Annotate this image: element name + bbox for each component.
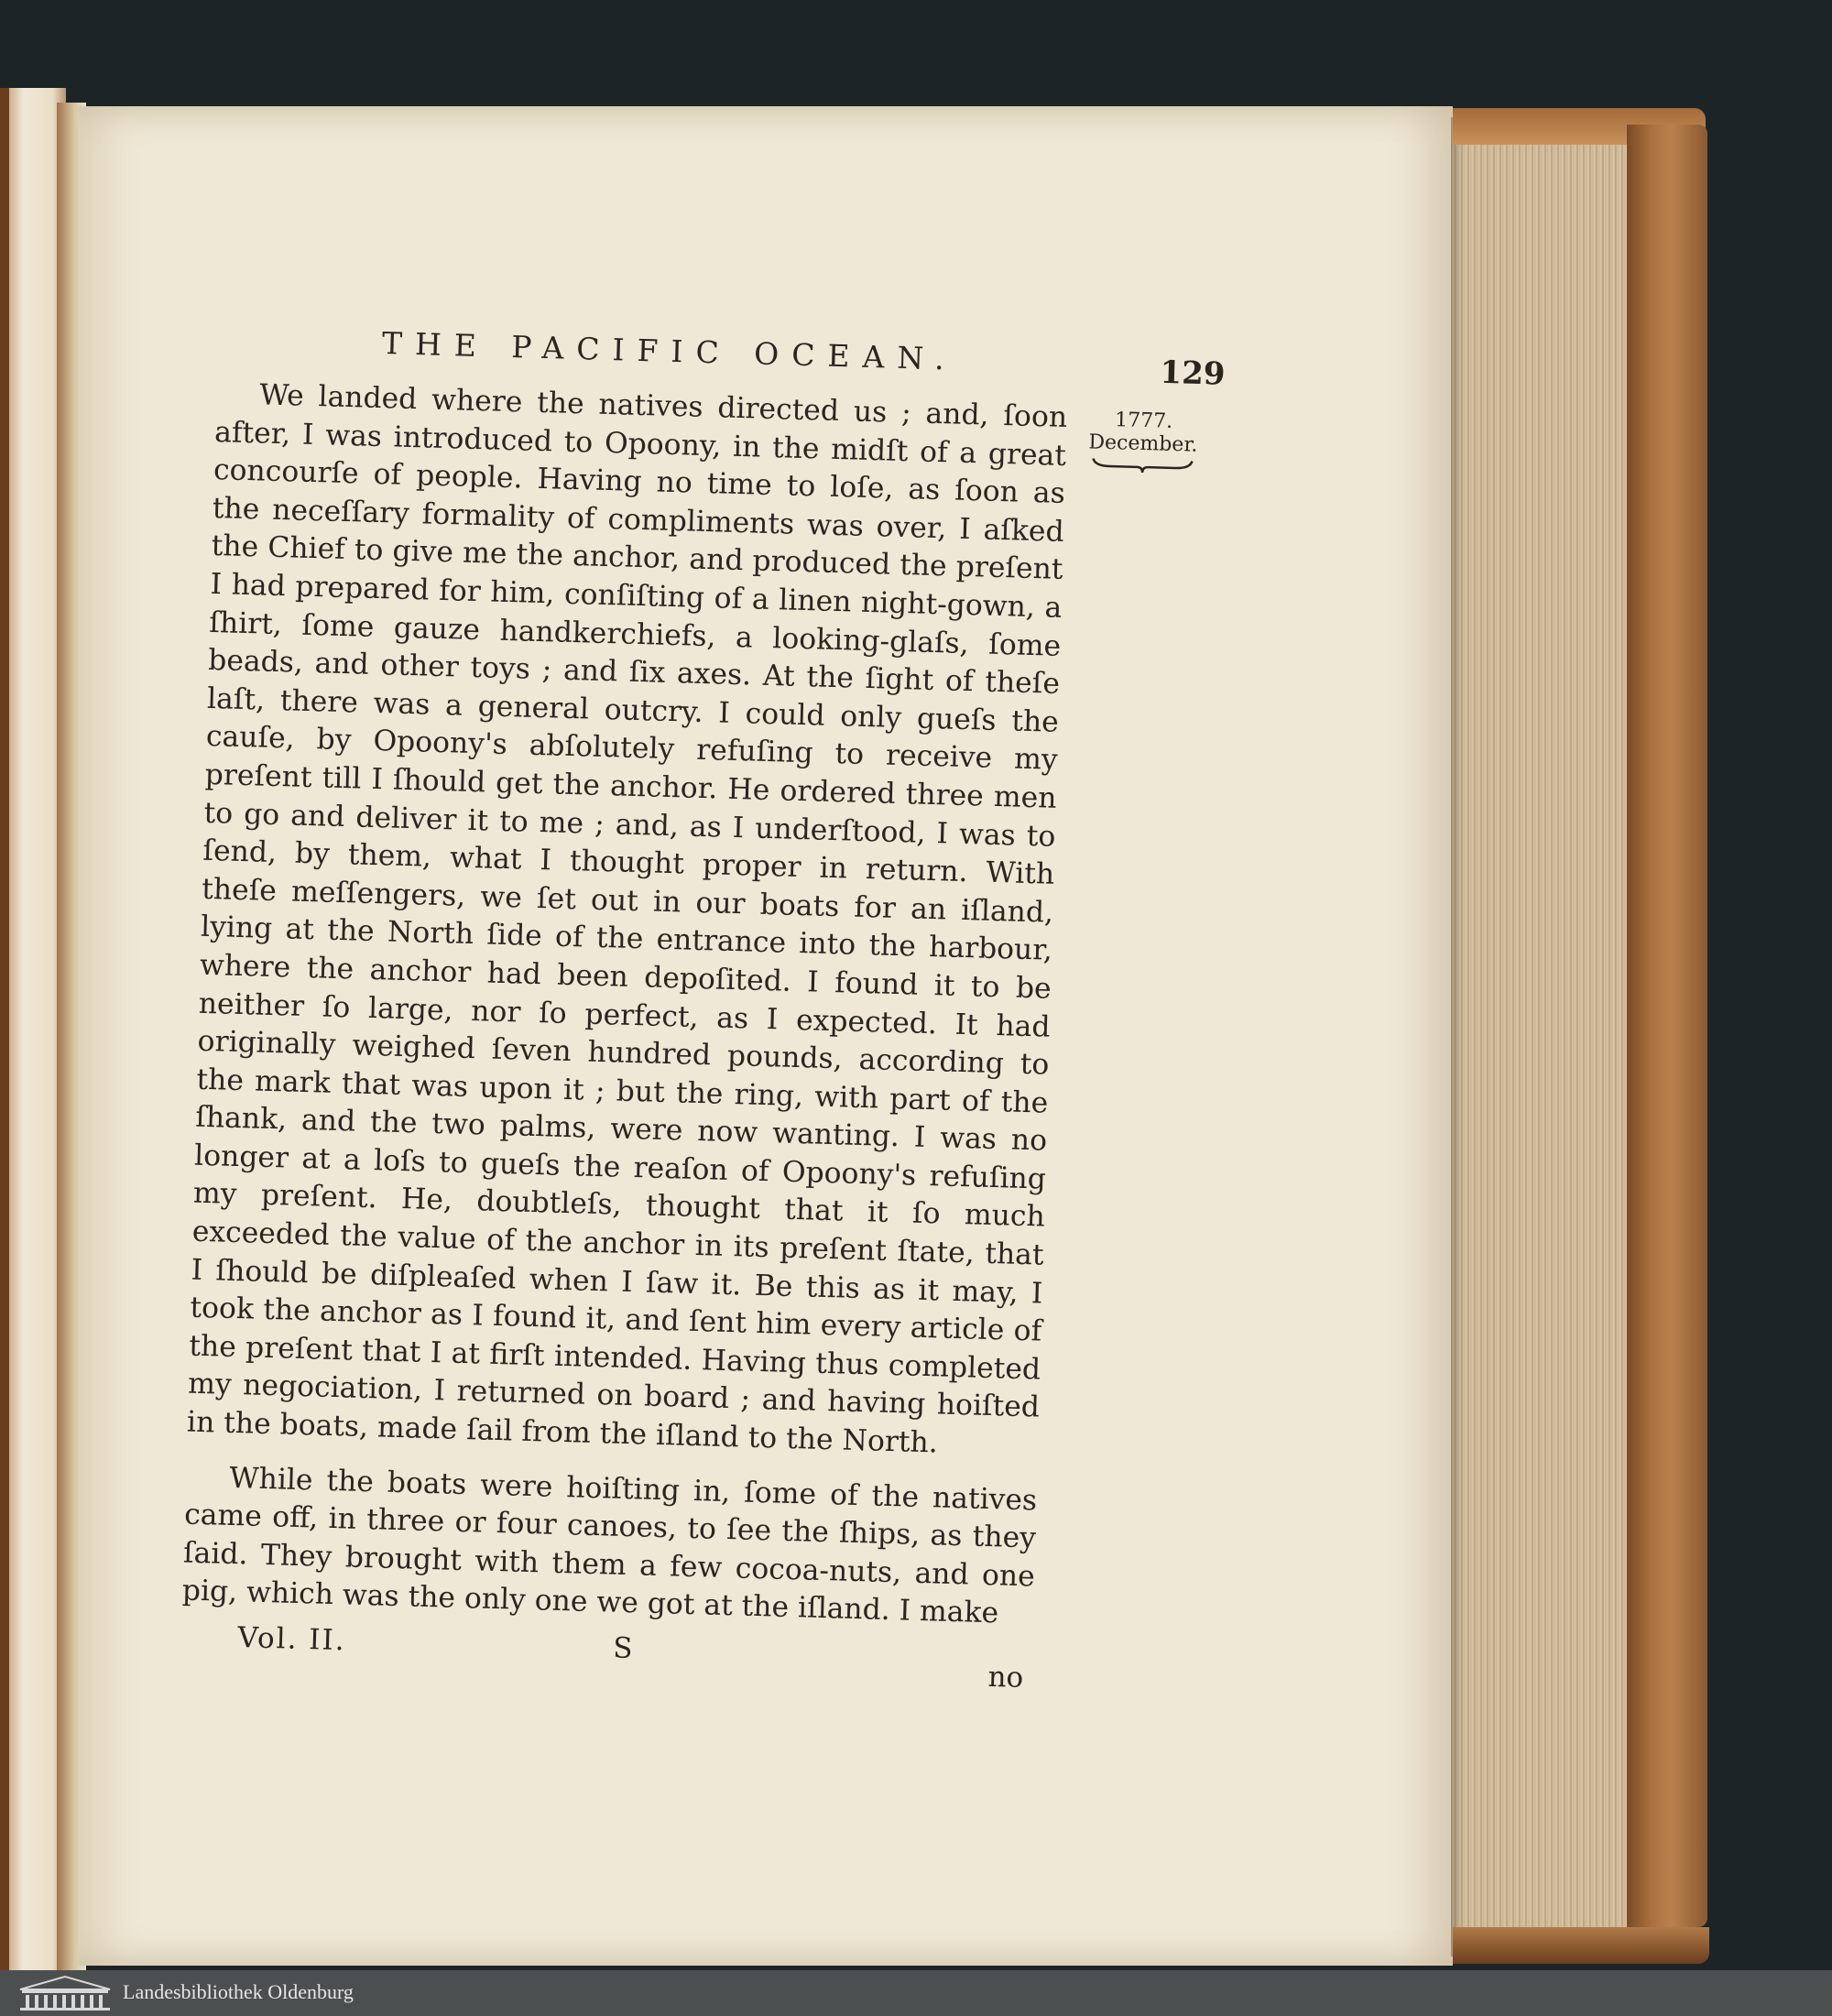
volume-label: Vol. II. [236,1621,347,1658]
catchword: no [987,1660,1024,1695]
brace-icon [1091,456,1194,475]
marginal-year: 1777. [1114,409,1173,433]
page-edges [1451,117,1634,1956]
signature-mark: S [612,1631,634,1666]
book-cover [1627,125,1707,1927]
left-cover-edge [0,88,9,1977]
marginal-month: December. [1088,430,1198,457]
running-head: THE PACIFIC OCEAN. [381,325,958,377]
paragraph-1: We landed where the natives directed us ; and, ſoon after, I was introduced to Opoony, in the midſt of a great concourſe of people. Having no time to loſe, as ſoon as the neceſſary formality of compliments was over, I aſked the Chief to give me the anchor, and produced the preſent I had prepared for him, conſiſting of a linen night-gown, a ſhirt, ſome gauze handkerchiefs, a looking-glaſs, ſome beads, and other toys ; and ſix axes. At the ſight of theſe laſt, there was a general outcry. I could only gueſs the cauſe, by Opoony's abſolutely refuſing to receive my preſent till I ſhould get the anchor. He ordered three men to go and deliver it to me ; and, as I underſtood, I was to ſend, by them, what I thought proper in return. With theſe meſſengers, we ſet out in our boats for an iſland, lying at the North ſide of the entrance into the harbour, where the anchor had been depoſited. I found it to be neither ſo large, nor ſo perfect, as I expected. It had originally weighed ſeven hundred pounds, according to the mark that was upon it ; but the ring, with part of the ſhank, and the two palms, were now wanting. I was no longer at a loſs to gueſs the reaſon of Opoony's refuſing my preſent. He, doubtleſs, thought that it ſo much exceeded the value of the anchor in its preſent ſtate, that I ſhould be diſpleaſed when I ſaw it. Be this as it may, I took the anchor as I found it, and ſent him every article of the preſent that I at firſt intended. Having thus completed my negociation, I returned on board ; and having hoiſted in the boats, made ſail from the iſland to the North. [186,378,1068,1460]
library-name: Landesbibliothek Oldenburg [123,1980,354,2003]
marginal-note [1087,409,1199,475]
page-number: 129 [1159,354,1227,393]
paragraph-2: While the boats were hoiſting in, ſome of the natives came off, in three or four canoes, to ſee the ſhips, as they ſaid. They brought with them a few cocoa-nuts, and one pig, which was the only one we got at the iſland. I make [181,1461,1038,1630]
library-building-icon [16,1975,114,2011]
cover-bottom [1453,1927,1709,1964]
